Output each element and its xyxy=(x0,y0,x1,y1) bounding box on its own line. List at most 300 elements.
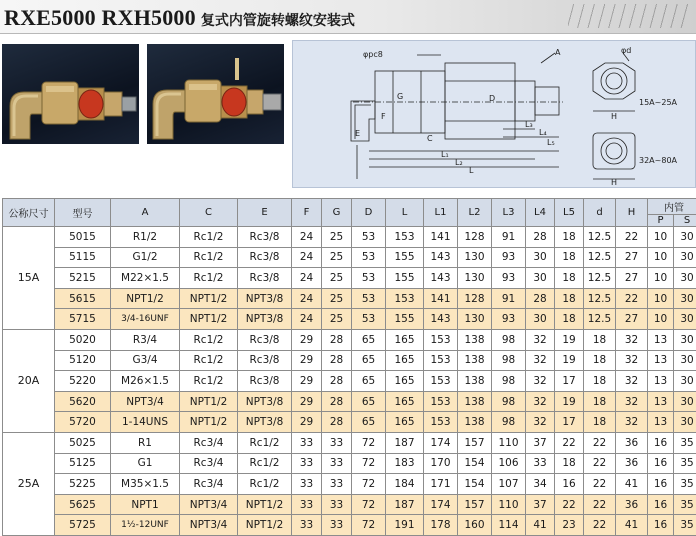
cell-inner-s: 30 xyxy=(674,371,696,392)
col-a: A xyxy=(111,199,180,227)
cell-model: 5020 xyxy=(55,329,111,350)
col-l4: L4 xyxy=(526,199,555,227)
cell-model: 5025 xyxy=(55,432,111,453)
cell-g: 25 xyxy=(322,288,352,309)
cell-f: 24 xyxy=(292,227,322,248)
cell-c: Rc1/2 xyxy=(180,227,238,248)
cell-d: 72 xyxy=(352,474,386,495)
col-l3: L3 xyxy=(492,199,526,227)
cell-d: 53 xyxy=(352,227,386,248)
cell-inner-s: 30 xyxy=(674,329,696,350)
product-photo-rxe xyxy=(2,44,139,144)
cell-g: 25 xyxy=(322,247,352,268)
cell-l: 183 xyxy=(386,453,424,474)
cell-f: 29 xyxy=(292,412,322,433)
cell-inner-p: 13 xyxy=(648,371,674,392)
cell-h: 22 xyxy=(616,288,648,309)
cell-inner-p: 10 xyxy=(648,268,674,289)
cell-l5: 22 xyxy=(555,432,584,453)
cell-f: 29 xyxy=(292,391,322,412)
label-c: C xyxy=(427,134,433,143)
cell-l1: 178 xyxy=(424,515,458,536)
cell-d: 72 xyxy=(352,515,386,536)
label-phi-pc8: φpc8 xyxy=(363,50,383,59)
cell-model: 5625 xyxy=(55,494,111,515)
cell-h: 32 xyxy=(616,391,648,412)
cell-l1: 143 xyxy=(424,309,458,330)
cell-l3: 93 xyxy=(492,268,526,289)
cell-f: 29 xyxy=(292,329,322,350)
cell-c: NPT1/2 xyxy=(180,288,238,309)
cell-inner-p: 13 xyxy=(648,350,674,371)
cell-a: M35×1.5 xyxy=(111,474,180,495)
cell-f: 24 xyxy=(292,247,322,268)
cell-l: 153 xyxy=(386,227,424,248)
model-title: RXE5000 RXH5000 xyxy=(4,5,196,30)
cell-c: NPT3/4 xyxy=(180,494,238,515)
cell-l1: 153 xyxy=(424,371,458,392)
cell-l4: 28 xyxy=(526,288,555,309)
cell-l1: 153 xyxy=(424,412,458,433)
cell-h: 32 xyxy=(616,329,648,350)
cell-d: 53 xyxy=(352,288,386,309)
cell-l1: 143 xyxy=(424,247,458,268)
cell-a: R1 xyxy=(111,432,180,453)
col-f: F xyxy=(292,199,322,227)
cell-inner-s: 30 xyxy=(674,227,696,248)
cell-g: 28 xyxy=(322,412,352,433)
table-row xyxy=(3,391,696,412)
cell-inner-s: 35 xyxy=(674,494,696,515)
cell-small-d: 12.5 xyxy=(584,309,616,330)
cell-l5: 18 xyxy=(555,227,584,248)
col-l2: L2 xyxy=(458,199,492,227)
cell-l: 165 xyxy=(386,371,424,392)
cell-f: 33 xyxy=(292,474,322,495)
cell-l5: 18 xyxy=(555,309,584,330)
cell-l5: 22 xyxy=(555,494,584,515)
cell-h: 32 xyxy=(616,350,648,371)
cell-d: 65 xyxy=(352,412,386,433)
cell-l2: 154 xyxy=(458,453,492,474)
cell-l4: 32 xyxy=(526,412,555,433)
cell-e: Rc3/8 xyxy=(238,247,292,268)
cell-l: 165 xyxy=(386,350,424,371)
col-l5: L5 xyxy=(555,199,584,227)
cell-model: 5715 xyxy=(55,309,111,330)
cell-inner-p: 10 xyxy=(648,288,674,309)
cell-inner-p: 16 xyxy=(648,515,674,536)
label-l2: L₂ xyxy=(455,158,463,167)
col-l1: L1 xyxy=(424,199,458,227)
cell-l3: 110 xyxy=(492,432,526,453)
cell-e: NPT1/2 xyxy=(238,515,292,536)
cell-inner-s: 30 xyxy=(674,391,696,412)
page-title xyxy=(4,5,355,31)
cell-l4: 28 xyxy=(526,227,555,248)
label-g: G xyxy=(397,92,403,101)
cell-l5: 18 xyxy=(555,453,584,474)
cell-l2: 128 xyxy=(458,227,492,248)
decorative-stripes xyxy=(568,4,688,28)
cell-l3: 98 xyxy=(492,350,526,371)
cell-c: Rc3/4 xyxy=(180,474,238,495)
table-row xyxy=(3,227,696,248)
cell-inner-p: 13 xyxy=(648,412,674,433)
cell-f: 29 xyxy=(292,371,322,392)
cell-l5: 19 xyxy=(555,350,584,371)
cell-f: 24 xyxy=(292,288,322,309)
cell-e: Rc3/8 xyxy=(238,329,292,350)
cell-inner-p: 16 xyxy=(648,474,674,495)
cell-model: 5220 xyxy=(55,371,111,392)
cell-h: 41 xyxy=(616,515,648,536)
label-l4: L₄ xyxy=(539,128,547,137)
col-small-d: d xyxy=(584,199,616,227)
table-row xyxy=(3,453,696,474)
cell-l3: 107 xyxy=(492,474,526,495)
label-h2: H xyxy=(611,178,617,187)
cell-l5: 19 xyxy=(555,329,584,350)
cell-l: 155 xyxy=(386,268,424,289)
cell-l5: 17 xyxy=(555,371,584,392)
cell-l1: 141 xyxy=(424,227,458,248)
page-subtitle: 复式内管旋转螺纹安装式 xyxy=(201,13,355,29)
cell-c: Rc1/2 xyxy=(180,371,238,392)
cell-l5: 18 xyxy=(555,268,584,289)
cell-l2: 128 xyxy=(458,288,492,309)
dimension-drawing xyxy=(292,40,696,188)
cell-c: NPT1/2 xyxy=(180,309,238,330)
cell-l3: 98 xyxy=(492,412,526,433)
cell-l4: 37 xyxy=(526,432,555,453)
col-d: D xyxy=(352,199,386,227)
cell-model: 5215 xyxy=(55,268,111,289)
cell-l3: 110 xyxy=(492,494,526,515)
cell-l5: 17 xyxy=(555,412,584,433)
cell-e: NPT1/2 xyxy=(238,494,292,515)
col-s: S xyxy=(674,215,696,227)
label-l5: L₅ xyxy=(547,138,555,147)
cell-a: 3/4-16UNF xyxy=(111,309,180,330)
cell-l2: 130 xyxy=(458,268,492,289)
cell-inner-p: 16 xyxy=(648,453,674,474)
cell-e: Rc1/2 xyxy=(238,453,292,474)
cell-f: 24 xyxy=(292,268,322,289)
cell-e: NPT3/8 xyxy=(238,391,292,412)
cell-d: 65 xyxy=(352,350,386,371)
spec-table xyxy=(2,198,696,536)
cell-l3: 98 xyxy=(492,391,526,412)
cell-l: 165 xyxy=(386,329,424,350)
cell-a: R3/4 xyxy=(111,329,180,350)
cell-inner-p: 13 xyxy=(648,329,674,350)
cell-inner-s: 30 xyxy=(674,309,696,330)
cell-l1: 174 xyxy=(424,494,458,515)
cell-inner-p: 10 xyxy=(648,309,674,330)
cell-g: 33 xyxy=(322,494,352,515)
cell-a: G3/4 xyxy=(111,350,180,371)
cell-l5: 18 xyxy=(555,288,584,309)
table-row xyxy=(3,412,696,433)
cell-small-d: 22 xyxy=(584,432,616,453)
cell-small-d: 22 xyxy=(584,494,616,515)
cell-h: 22 xyxy=(616,227,648,248)
cell-small-d: 18 xyxy=(584,391,616,412)
cell-d: 65 xyxy=(352,391,386,412)
cell-e: Rc3/8 xyxy=(238,227,292,248)
cell-e: NPT3/8 xyxy=(238,288,292,309)
product-photo-rxh xyxy=(147,44,284,144)
table-header-row xyxy=(3,199,696,215)
cell-inner-s: 30 xyxy=(674,288,696,309)
size-cell: 20A xyxy=(3,329,55,432)
cell-inner-p: 13 xyxy=(648,391,674,412)
col-p: P xyxy=(648,215,674,227)
cell-c: Rc3/4 xyxy=(180,453,238,474)
size-cell: 25A xyxy=(3,432,55,535)
cell-inner-p: 16 xyxy=(648,432,674,453)
title-bar xyxy=(0,0,696,34)
cell-inner-s: 30 xyxy=(674,412,696,433)
cell-l3: 106 xyxy=(492,453,526,474)
cell-a: R1/2 xyxy=(111,227,180,248)
cell-l3: 114 xyxy=(492,515,526,536)
cell-e: NPT3/8 xyxy=(238,309,292,330)
cell-a: M22×1.5 xyxy=(111,268,180,289)
table-row xyxy=(3,329,696,350)
label-e: E xyxy=(355,129,360,138)
cell-g: 33 xyxy=(322,515,352,536)
cell-h: 32 xyxy=(616,371,648,392)
cell-inner-s: 35 xyxy=(674,515,696,536)
cell-l1: 143 xyxy=(424,268,458,289)
cell-h: 36 xyxy=(616,494,648,515)
cell-a: 1½-12UNF xyxy=(111,515,180,536)
cell-a: NPT3/4 xyxy=(111,391,180,412)
cell-l4: 32 xyxy=(526,371,555,392)
cell-l2: 138 xyxy=(458,329,492,350)
cell-l3: 93 xyxy=(492,247,526,268)
cell-l5: 19 xyxy=(555,391,584,412)
cell-c: NPT3/4 xyxy=(180,515,238,536)
cell-h: 27 xyxy=(616,247,648,268)
cell-e: Rc3/8 xyxy=(238,268,292,289)
cell-l2: 160 xyxy=(458,515,492,536)
cell-model: 5125 xyxy=(55,453,111,474)
cell-l2: 138 xyxy=(458,350,492,371)
cell-l1: 170 xyxy=(424,453,458,474)
col-h: H xyxy=(616,199,648,227)
cell-c: NPT1/2 xyxy=(180,412,238,433)
cell-e: Rc1/2 xyxy=(238,432,292,453)
cell-l1: 153 xyxy=(424,350,458,371)
label-l3: L₃ xyxy=(525,120,533,129)
table-row xyxy=(3,494,696,515)
cell-d: 72 xyxy=(352,432,386,453)
cell-f: 33 xyxy=(292,432,322,453)
cell-inner-p: 16 xyxy=(648,494,674,515)
cell-e: Rc3/8 xyxy=(238,371,292,392)
cell-l: 155 xyxy=(386,309,424,330)
cell-model: 5615 xyxy=(55,288,111,309)
cell-g: 25 xyxy=(322,227,352,248)
cell-l3: 91 xyxy=(492,227,526,248)
col-g: G xyxy=(322,199,352,227)
cell-h: 36 xyxy=(616,453,648,474)
col-c: C xyxy=(180,199,238,227)
cell-inner-s: 30 xyxy=(674,268,696,289)
cell-l2: 138 xyxy=(458,412,492,433)
cell-c: Rc1/2 xyxy=(180,350,238,371)
cell-l: 153 xyxy=(386,288,424,309)
cell-c: Rc1/2 xyxy=(180,329,238,350)
cell-small-d: 18 xyxy=(584,329,616,350)
cell-small-d: 18 xyxy=(584,350,616,371)
cell-l4: 30 xyxy=(526,247,555,268)
table-row xyxy=(3,515,696,536)
cell-inner-s: 35 xyxy=(674,432,696,453)
cell-g: 25 xyxy=(322,309,352,330)
table-row xyxy=(3,371,696,392)
cell-l1: 141 xyxy=(424,288,458,309)
cell-small-d: 12.5 xyxy=(584,227,616,248)
cell-a: M26×1.5 xyxy=(111,371,180,392)
col-e: E xyxy=(238,199,292,227)
cell-model: 5015 xyxy=(55,227,111,248)
cell-l4: 30 xyxy=(526,268,555,289)
cell-g: 25 xyxy=(322,268,352,289)
cell-g: 28 xyxy=(322,391,352,412)
cell-f: 33 xyxy=(292,515,322,536)
cell-small-d: 22 xyxy=(584,474,616,495)
col-size: 公称尺寸 xyxy=(3,199,55,227)
cell-l: 155 xyxy=(386,247,424,268)
cell-a: G1 xyxy=(111,453,180,474)
cell-model: 5225 xyxy=(55,474,111,495)
table-row xyxy=(3,268,696,289)
cell-a: NPT1/2 xyxy=(111,288,180,309)
cell-l4: 32 xyxy=(526,350,555,371)
cell-h: 41 xyxy=(616,474,648,495)
cell-f: 33 xyxy=(292,494,322,515)
cell-small-d: 18 xyxy=(584,371,616,392)
cell-h: 32 xyxy=(616,412,648,433)
cell-a: G1/2 xyxy=(111,247,180,268)
cell-l4: 32 xyxy=(526,329,555,350)
cell-l4: 30 xyxy=(526,309,555,330)
cell-small-d: 12.5 xyxy=(584,247,616,268)
cell-l1: 153 xyxy=(424,329,458,350)
cell-l4: 34 xyxy=(526,474,555,495)
cell-l3: 98 xyxy=(492,329,526,350)
cell-l2: 157 xyxy=(458,432,492,453)
label-d: D xyxy=(489,94,495,103)
cell-model: 5725 xyxy=(55,515,111,536)
cell-inner-p: 10 xyxy=(648,227,674,248)
cell-l2: 157 xyxy=(458,494,492,515)
cell-l5: 18 xyxy=(555,247,584,268)
cell-l2: 138 xyxy=(458,391,492,412)
cell-l2: 130 xyxy=(458,309,492,330)
cell-a: 1-14UNS xyxy=(111,412,180,433)
label-a: A xyxy=(555,48,561,57)
cell-c: NPT1/2 xyxy=(180,391,238,412)
cell-l1: 174 xyxy=(424,432,458,453)
cell-a: NPT1 xyxy=(111,494,180,515)
cell-c: Rc3/4 xyxy=(180,432,238,453)
label-size-32-80: 32A~80A xyxy=(639,156,678,165)
label-l1: L₁ xyxy=(441,150,449,159)
col-l: L xyxy=(386,199,424,227)
cell-l4: 33 xyxy=(526,453,555,474)
cell-model: 5720 xyxy=(55,412,111,433)
cell-inner-s: 35 xyxy=(674,474,696,495)
table-row xyxy=(3,309,696,330)
cell-model: 5120 xyxy=(55,350,111,371)
cell-l: 165 xyxy=(386,391,424,412)
col-model: 型号 xyxy=(55,199,111,227)
cell-inner-s: 30 xyxy=(674,350,696,371)
cell-d: 65 xyxy=(352,329,386,350)
table-row xyxy=(3,474,696,495)
cell-l: 184 xyxy=(386,474,424,495)
cell-d: 53 xyxy=(352,268,386,289)
cell-l4: 32 xyxy=(526,391,555,412)
cell-g: 33 xyxy=(322,474,352,495)
label-f: F xyxy=(381,112,386,121)
label-phi-d: φd xyxy=(621,46,631,55)
table-body xyxy=(3,227,696,536)
cell-small-d: 22 xyxy=(584,515,616,536)
cell-inner-p: 10 xyxy=(648,247,674,268)
cell-l3: 93 xyxy=(492,309,526,330)
label-h: H xyxy=(611,112,617,121)
cell-small-d: 18 xyxy=(584,412,616,433)
table-row xyxy=(3,288,696,309)
table-row xyxy=(3,350,696,371)
cell-small-d: 12.5 xyxy=(584,288,616,309)
cell-h: 27 xyxy=(616,268,648,289)
cell-l2: 138 xyxy=(458,371,492,392)
cell-l: 187 xyxy=(386,432,424,453)
cell-small-d: 22 xyxy=(584,453,616,474)
cell-c: Rc1/2 xyxy=(180,247,238,268)
cell-model: 5620 xyxy=(55,391,111,412)
cell-h: 27 xyxy=(616,309,648,330)
cell-model: 5115 xyxy=(55,247,111,268)
cell-e: Rc3/8 xyxy=(238,350,292,371)
cell-l: 191 xyxy=(386,515,424,536)
col-inner-pipe: 内管 xyxy=(648,199,696,215)
cell-inner-s: 35 xyxy=(674,453,696,474)
label-l: L xyxy=(469,166,474,175)
cell-g: 33 xyxy=(322,453,352,474)
cell-c: Rc1/2 xyxy=(180,268,238,289)
cell-l4: 37 xyxy=(526,494,555,515)
cell-d: 65 xyxy=(352,371,386,392)
cell-e: Rc1/2 xyxy=(238,474,292,495)
cell-l2: 130 xyxy=(458,247,492,268)
cell-h: 36 xyxy=(616,432,648,453)
cell-f: 24 xyxy=(292,309,322,330)
cell-inner-s: 30 xyxy=(674,247,696,268)
cell-l1: 153 xyxy=(424,391,458,412)
cell-l1: 171 xyxy=(424,474,458,495)
cell-l: 187 xyxy=(386,494,424,515)
cell-f: 29 xyxy=(292,350,322,371)
cell-l: 165 xyxy=(386,412,424,433)
